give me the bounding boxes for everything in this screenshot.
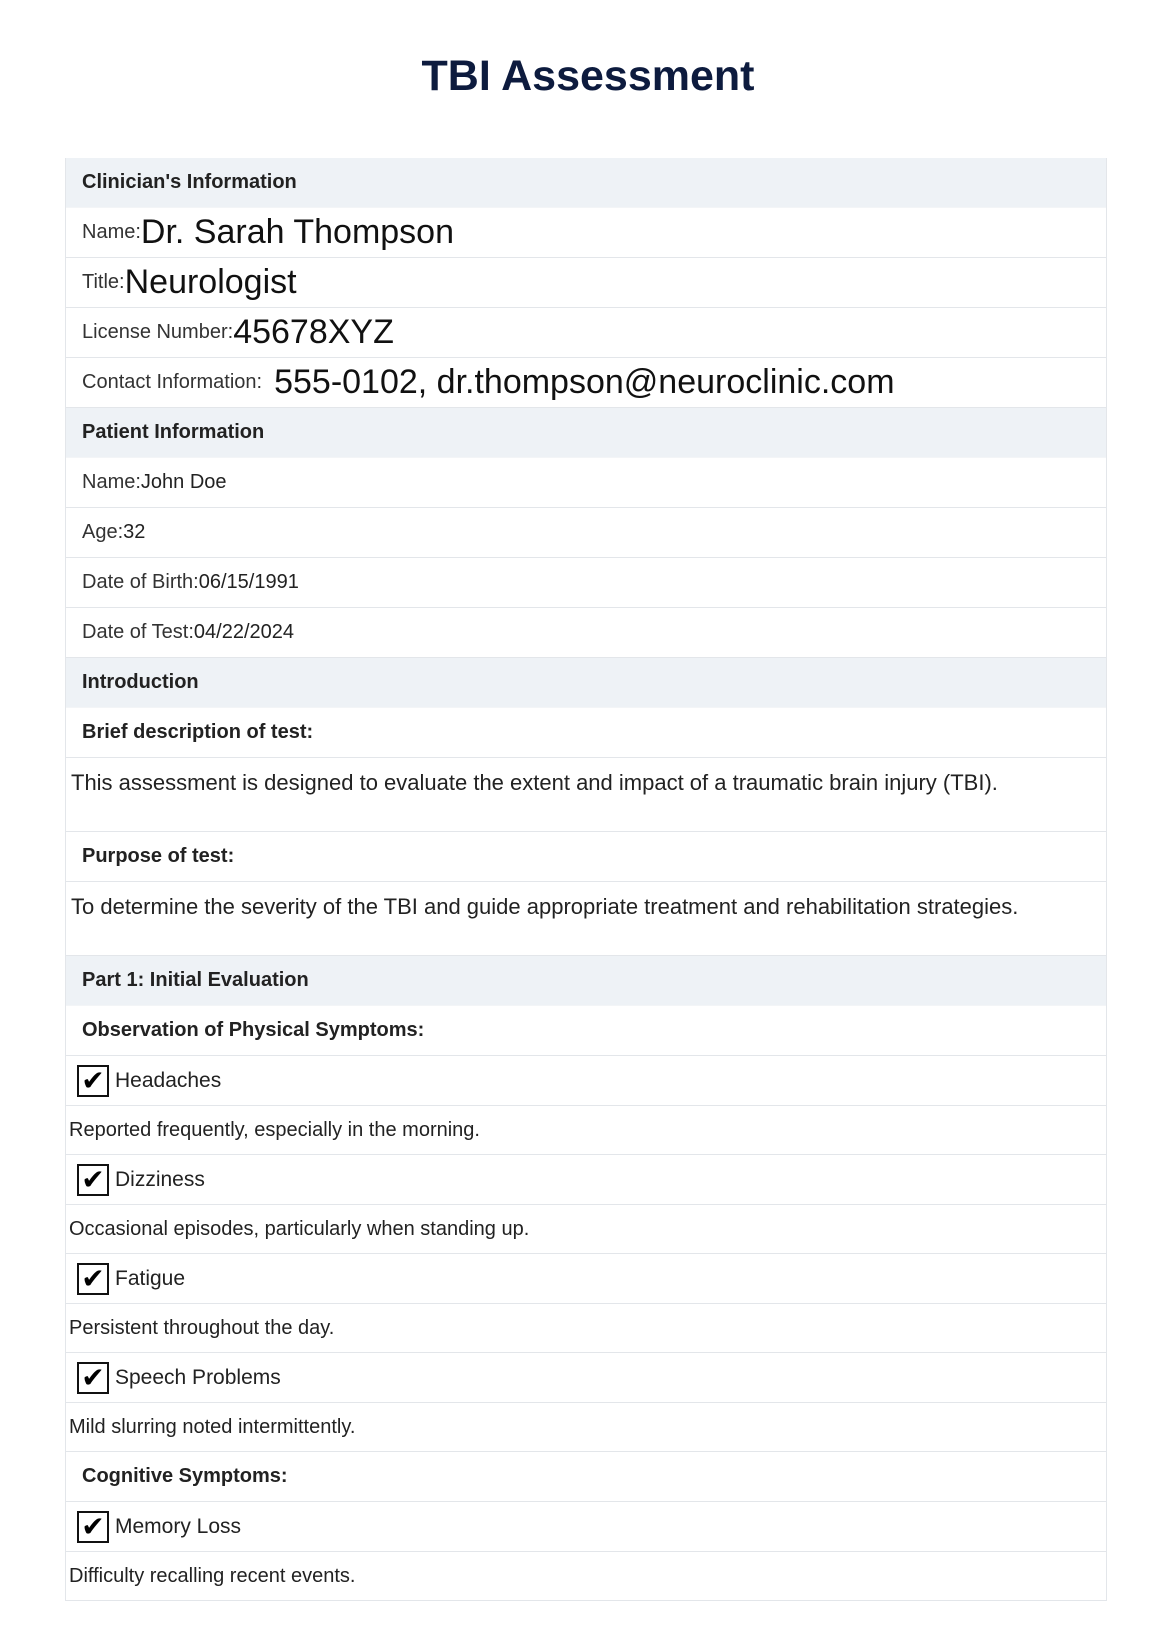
clinician-title-row	[66, 258, 1106, 308]
patient-test-date-label: Date of Test:	[82, 621, 194, 643]
dizziness-note[interactable]: Occasional episodes, particularly when standing up.	[69, 1217, 530, 1240]
clinician-contact-row	[66, 358, 1106, 408]
patient-age-label: Age:	[82, 521, 124, 543]
symptom-fatigue-row	[66, 1254, 1106, 1304]
memory-loss-checkbox[interactable]: ✔	[77, 1511, 109, 1543]
assessment-form	[65, 158, 1107, 1601]
headaches-label: Headaches	[115, 1068, 222, 1092]
speech-problems-checkbox[interactable]: ✔	[77, 1362, 109, 1394]
fatigue-label: Fatigue	[115, 1266, 186, 1290]
speech-problems-note[interactable]: Mild slurring noted intermittently.	[69, 1415, 356, 1438]
brief-description-text[interactable]: This assessment is designed to evaluate the extent and impact of a traumatic brain injury (TBI).	[71, 770, 998, 795]
memory-loss-note[interactable]: Difficulty recalling recent events.	[69, 1564, 356, 1587]
headaches-note-row	[66, 1106, 1106, 1155]
clinician-license-row	[66, 308, 1106, 358]
clinician-name-label: Name:	[82, 221, 141, 243]
fatigue-note[interactable]: Persistent throughout the day.	[69, 1316, 335, 1339]
speech-problems-note-row	[66, 1403, 1106, 1452]
headaches-note[interactable]: Reported frequently, especially in the morning.	[69, 1118, 480, 1141]
clinician-license-label: License Number:	[82, 321, 234, 343]
patient-dob-value[interactable]: 06/15/1991	[198, 571, 299, 593]
symptom-headaches-row	[66, 1056, 1106, 1106]
dizziness-label: Dizziness	[115, 1167, 205, 1191]
patient-age-value[interactable]: 32	[123, 521, 146, 543]
memory-loss-note-row	[66, 1552, 1106, 1601]
patient-section-heading	[66, 408, 1106, 458]
patient-dob-label: Date of Birth:	[82, 571, 199, 593]
symptom-memory-loss-row	[66, 1502, 1106, 1552]
brief-description-label: Brief description of test:	[82, 721, 314, 743]
clinician-name-row	[66, 208, 1106, 258]
fatigue-checkbox[interactable]: ✔	[77, 1263, 109, 1295]
brief-description-row	[66, 758, 1106, 832]
brief-description-label-row	[66, 708, 1106, 758]
clinician-title-value[interactable]: Neurologist	[124, 263, 297, 301]
fatigue-note-row	[66, 1304, 1106, 1353]
purpose-text[interactable]: To determine the severity of the TBI and guide appropriate treatment and rehabilitation strategies.	[71, 894, 1019, 919]
speech-problems-label: Speech Problems	[115, 1365, 281, 1389]
dizziness-note-row	[66, 1205, 1106, 1254]
patient-name-label: Name:	[82, 471, 141, 493]
headaches-checkbox[interactable]: ✔	[77, 1065, 109, 1097]
clinician-contact-value[interactable]: 555-0102, dr.thompson@neuroclinic.com	[274, 363, 895, 401]
dizziness-checkbox[interactable]: ✔	[77, 1164, 109, 1196]
patient-name-row	[66, 458, 1106, 508]
part1-heading-text: Part 1: Initial Evaluation	[82, 969, 309, 991]
introduction-heading-text: Introduction	[82, 671, 199, 693]
page-title: TBI Assessment	[421, 52, 755, 100]
patient-age-row	[66, 508, 1106, 558]
clinician-contact-label: Contact Information:	[82, 371, 263, 393]
patient-test-date-value[interactable]: 04/22/2024	[193, 621, 295, 643]
symptom-speech-problems-row	[66, 1353, 1106, 1403]
purpose-label: Purpose of test:	[82, 845, 235, 867]
patient-name-value[interactable]: John Doe	[140, 471, 227, 493]
patient-heading-text: Patient Information	[82, 421, 265, 443]
part1-section-heading	[66, 956, 1106, 1006]
cognitive-symptoms-label: Cognitive Symptoms:	[82, 1465, 288, 1487]
clinician-section-heading	[66, 158, 1106, 208]
memory-loss-label: Memory Loss	[115, 1514, 242, 1538]
purpose-label-row	[66, 832, 1106, 882]
symptom-dizziness-row	[66, 1155, 1106, 1205]
cognitive-symptoms-label-row	[66, 1452, 1106, 1502]
clinician-title-label: Title:	[82, 271, 125, 293]
physical-symptoms-label-row	[66, 1006, 1106, 1056]
clinician-heading-text: Clinician's Information	[82, 171, 297, 193]
clinician-name-value[interactable]: Dr. Sarah Thompson	[140, 213, 454, 251]
patient-test-date-row	[66, 608, 1106, 658]
physical-symptoms-label: Observation of Physical Symptoms:	[82, 1019, 425, 1041]
purpose-row	[66, 882, 1106, 956]
clinician-license-value[interactable]: 45678XYZ	[233, 313, 394, 351]
patient-dob-row	[66, 558, 1106, 608]
introduction-section-heading	[66, 658, 1106, 708]
